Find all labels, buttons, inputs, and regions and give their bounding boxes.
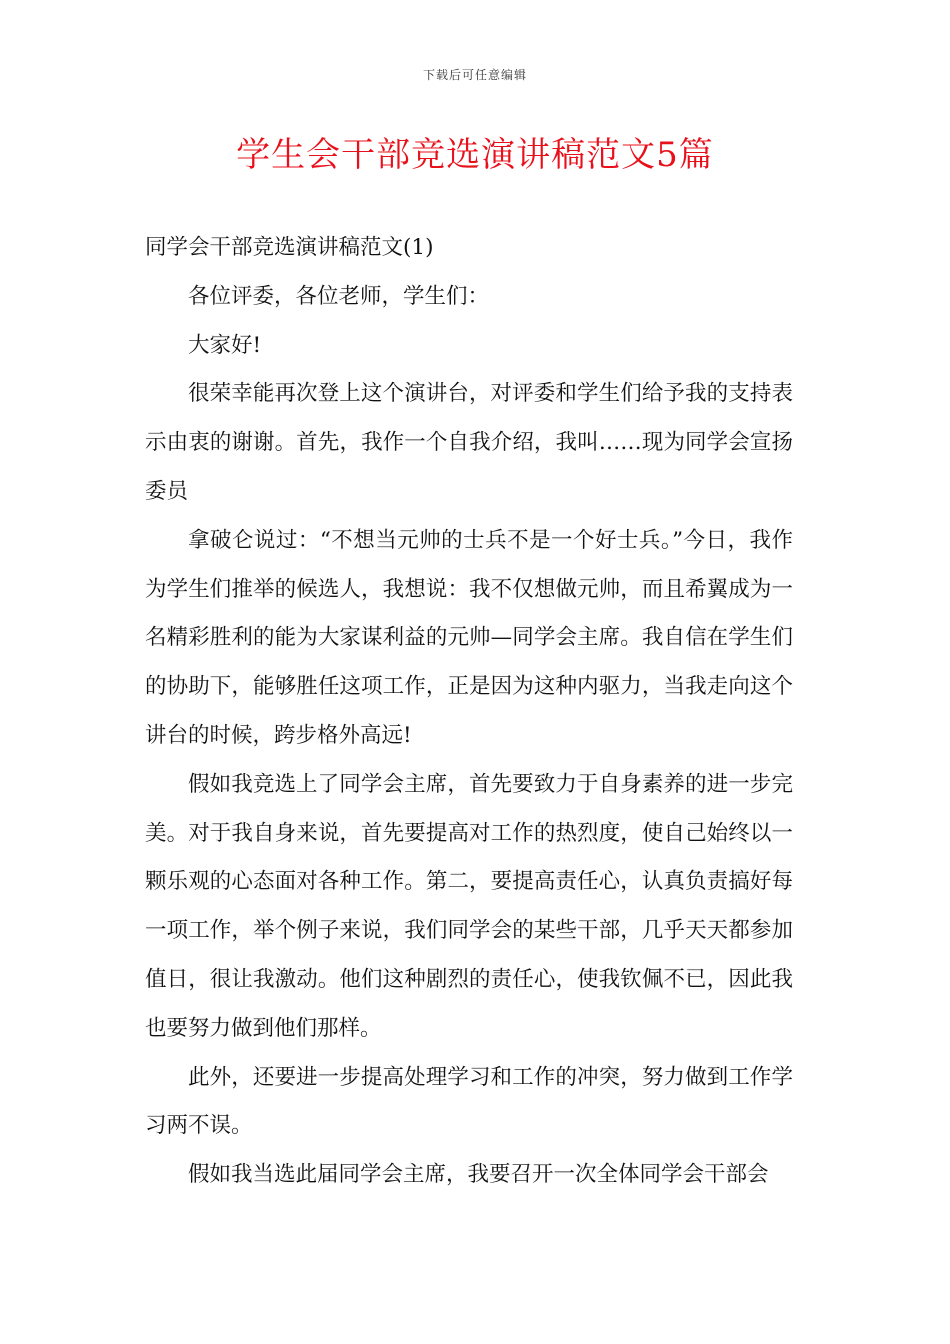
header-note: 下载后可任意编辑 [422,68,527,82]
paragraph-greeting: 大家好! [188,332,262,358]
paragraph-self-improvement: 假如我竞选上了同学会主席，首先要致力于自身素养的进一步完美。对于我自身来说，首先要提高对工作的热烈度，使自己始终以一颗乐观的心态面对各种工作。第二，要提高责任心，认真负责搞好每一项工作，举个例子来说，我们同学会的某些干部，几乎天天都参加值日，很让我激动。他们这种剧烈的责任心，使我钦佩不已，因此我也要努力做到他们那样。 [145,771,793,1041]
paragraph-salutation: 各位评委，各位老师，学生们： [188,283,490,309]
section-heading: 同学会干部竞选演讲稿范文(1) [145,235,434,260]
paragraph-study-balance: 此外，还要进一步提高处理学习和工作的冲突，努力做到工作学习两不误。 [145,1064,793,1139]
paragraph-napoleon-quote: 拿破仑说过：“不想当元帅的士兵不是一个好士兵。”今日，我作为学生们推举的候选人，我想说：我不仅想做元帅，而且希翼成为一名精彩胜利的能为大家谋利益的元帅—同学会主席。我自信在学生们的协助下，能够胜任这项工作，正是因为这种内驱力，当我走向这个讲台的时候，跨步格外高远! [145,527,793,748]
document-title: 学生会干部竞选演讲稿范文5篇 [236,135,714,175]
document-body [145,224,793,1200]
paragraph-meeting-plan: 假如我当选此届同学会主席，我要召开一次全体同学会干部会 [188,1162,769,1188]
paragraph-introduction: 很荣幸能再次登上这个演讲台，对评委和学生们给予我的支持表示由衷的谢谢。首先，我作一个自我介绍，我叫……现为同学会宣扬委员 [145,381,793,504]
